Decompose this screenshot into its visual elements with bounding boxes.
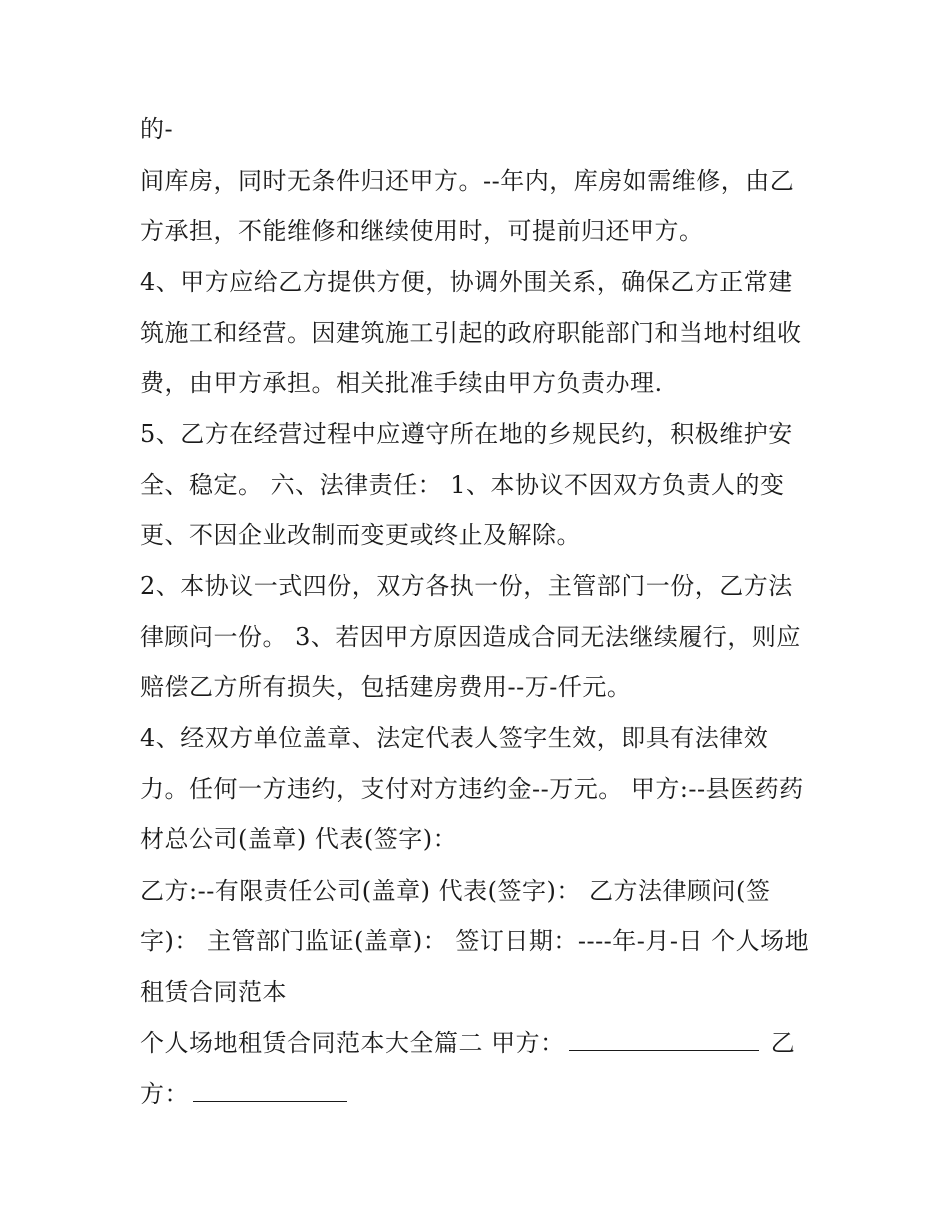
text-line: 全、稳定。 六、法律责任： 1、本协议不因双方负责人的变 xyxy=(140,471,785,499)
text-line: 2、本协议一式四份，双方各执一份，主管部门一份，乙方法 xyxy=(140,572,793,600)
party-a-label: 个人场地租赁合同范本大全篇二 甲方： xyxy=(140,1029,565,1057)
text-line: 5、乙方在经营过程中应遵守所在地的乡规民约，积极维护安 xyxy=(140,420,793,448)
party-b-label-start: 乙 xyxy=(762,1029,796,1057)
text-line: 间库房，同时无条件归还甲方。--年内，库房如需维修，由乙 xyxy=(140,167,795,195)
party-b-label: 方： xyxy=(140,1080,189,1108)
text-line: 更、不因企业改制而变更或终止及解除。 xyxy=(140,521,581,549)
text-line: 律顾问一份。 3、若因甲方原因造成合同无法继续履行，则应 xyxy=(140,623,801,651)
text-line: 乙方:--有限责任公司(盖章) 代表(签字)： 乙方法律顾问(签 xyxy=(140,877,771,905)
text-line: 的- xyxy=(140,115,174,143)
text-line-party-a xyxy=(140,1028,795,1058)
text-line: 4、甲方应给乙方提供方便，协调外围关系，确保乙方正常建 xyxy=(140,268,793,296)
text-line-party-b xyxy=(140,1079,351,1109)
text-line: 力。任何一方违约，支付对方违约金--万元。 甲方:--县医药药 xyxy=(140,775,804,803)
text-line: 字)： 主管部门监证(盖章)： 签订日期：----年-月-日 个人场地 xyxy=(140,927,810,955)
party-b-blank xyxy=(193,1079,347,1102)
text-line: 费，由甲方承担。相关批准手续由甲方负责办理. xyxy=(140,369,663,397)
text-line: 方承担，不能维修和继续使用时，可提前归还甲方。 xyxy=(140,217,704,245)
text-line: 筑施工和经营。因建筑施工引起的政府职能部门和当地村组收 xyxy=(140,319,802,347)
text-line: 赔偿乙方所有损失，包括建房费用--万-仟元。 xyxy=(140,673,632,701)
text-line: 租赁合同范本 xyxy=(140,978,287,1006)
party-a-blank xyxy=(569,1028,759,1051)
text-line: 材总公司(盖章) 代表(签字)： xyxy=(140,825,458,853)
text-line: 4、经双方单位盖章、法定代表人签字生效，即具有法律效 xyxy=(140,724,769,752)
